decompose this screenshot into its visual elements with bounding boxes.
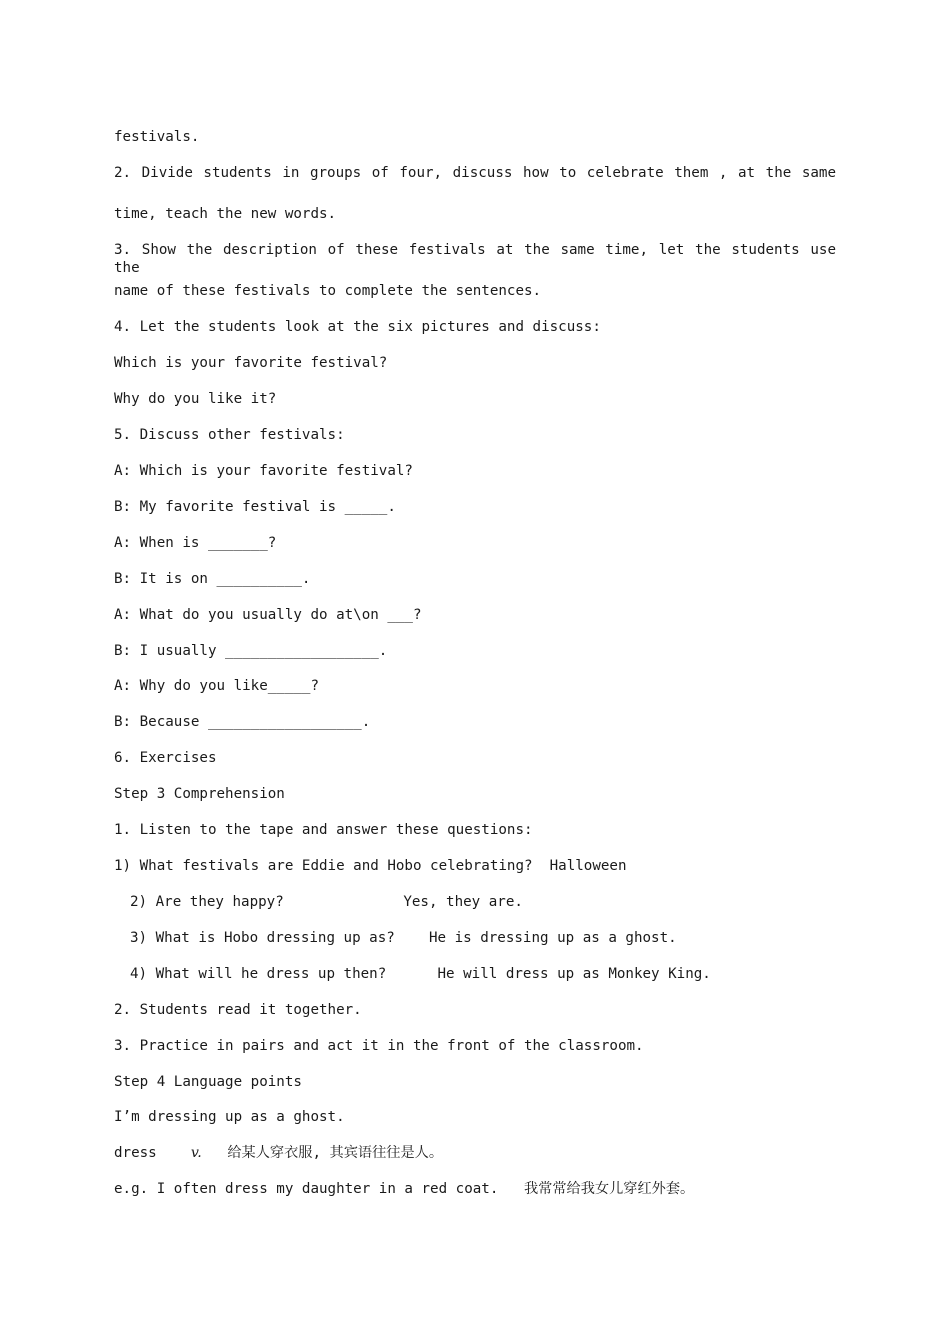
question-line: 2) Are they happy? Yes, they are. — [130, 894, 523, 910]
question-line: 3) What is Hobo dressing up as? He is dressing up as a ghost. — [130, 930, 677, 946]
dialogue-line: B: Because __________________. — [114, 714, 371, 730]
text-line: 1. Listen to the tape and answer these questions: — [114, 822, 533, 838]
question-line: 1) What festivals are Eddie and Hobo celebrating? Halloween — [114, 858, 627, 874]
text-line: Why do you like it? — [114, 391, 277, 407]
text-line: 4. Let the students look at the six pictures and discuss: — [114, 319, 601, 335]
part-of-speech: v. — [190, 1145, 202, 1161]
section-heading: Step 4 Language points — [114, 1074, 302, 1090]
dialogue-line: B: My favorite festival is _____. — [114, 499, 396, 515]
text-line: 3. Show the description of these festivals at the same time, let the students use the — [114, 242, 836, 276]
text-line: 5. Discuss other festivals: — [114, 427, 345, 443]
dialogue-line: B: I usually __________________. — [114, 643, 388, 659]
dialogue-line: A: Which is your favorite festival? — [114, 463, 413, 479]
text-line: 6. Exercises — [114, 750, 217, 766]
text-line: I’m dressing up as a ghost. — [114, 1109, 345, 1125]
example-line: e.g. I often dress my daughter in a red coat. 我常常给我女儿穿红外套。 — [114, 1181, 695, 1197]
vocab-word: dress — [114, 1145, 191, 1161]
text-line: 3. Practice in pairs and act it in the front of the classroom. — [114, 1038, 644, 1054]
dialogue-line: B: It is on __________. — [114, 571, 311, 587]
text-line: 2. Divide students in groups of four, discuss how to celebrate them , at the same — [114, 165, 836, 181]
text-line: name of these festivals to complete the sentences. — [114, 283, 542, 299]
text-line: 2. Students read it together. — [114, 1002, 362, 1018]
vocab-definition: 给某人穿衣服, 其宾语往往是人。 — [201, 1145, 444, 1161]
text-line: Which is your favorite festival? — [114, 355, 388, 371]
text-line: festivals. — [114, 129, 200, 145]
dialogue-line: A: Why do you like_____? — [114, 678, 319, 694]
dialogue-line: A: When is _______? — [114, 535, 277, 551]
dialogue-line: A: What do you usually do at\on ___? — [114, 607, 422, 623]
text-line: time, teach the new words. — [114, 206, 337, 222]
vocab-line — [114, 1144, 443, 1162]
question-line: 4) What will he dress up then? He will dress up as Monkey King. — [130, 966, 711, 982]
section-heading: Step 3 Comprehension — [114, 786, 285, 802]
